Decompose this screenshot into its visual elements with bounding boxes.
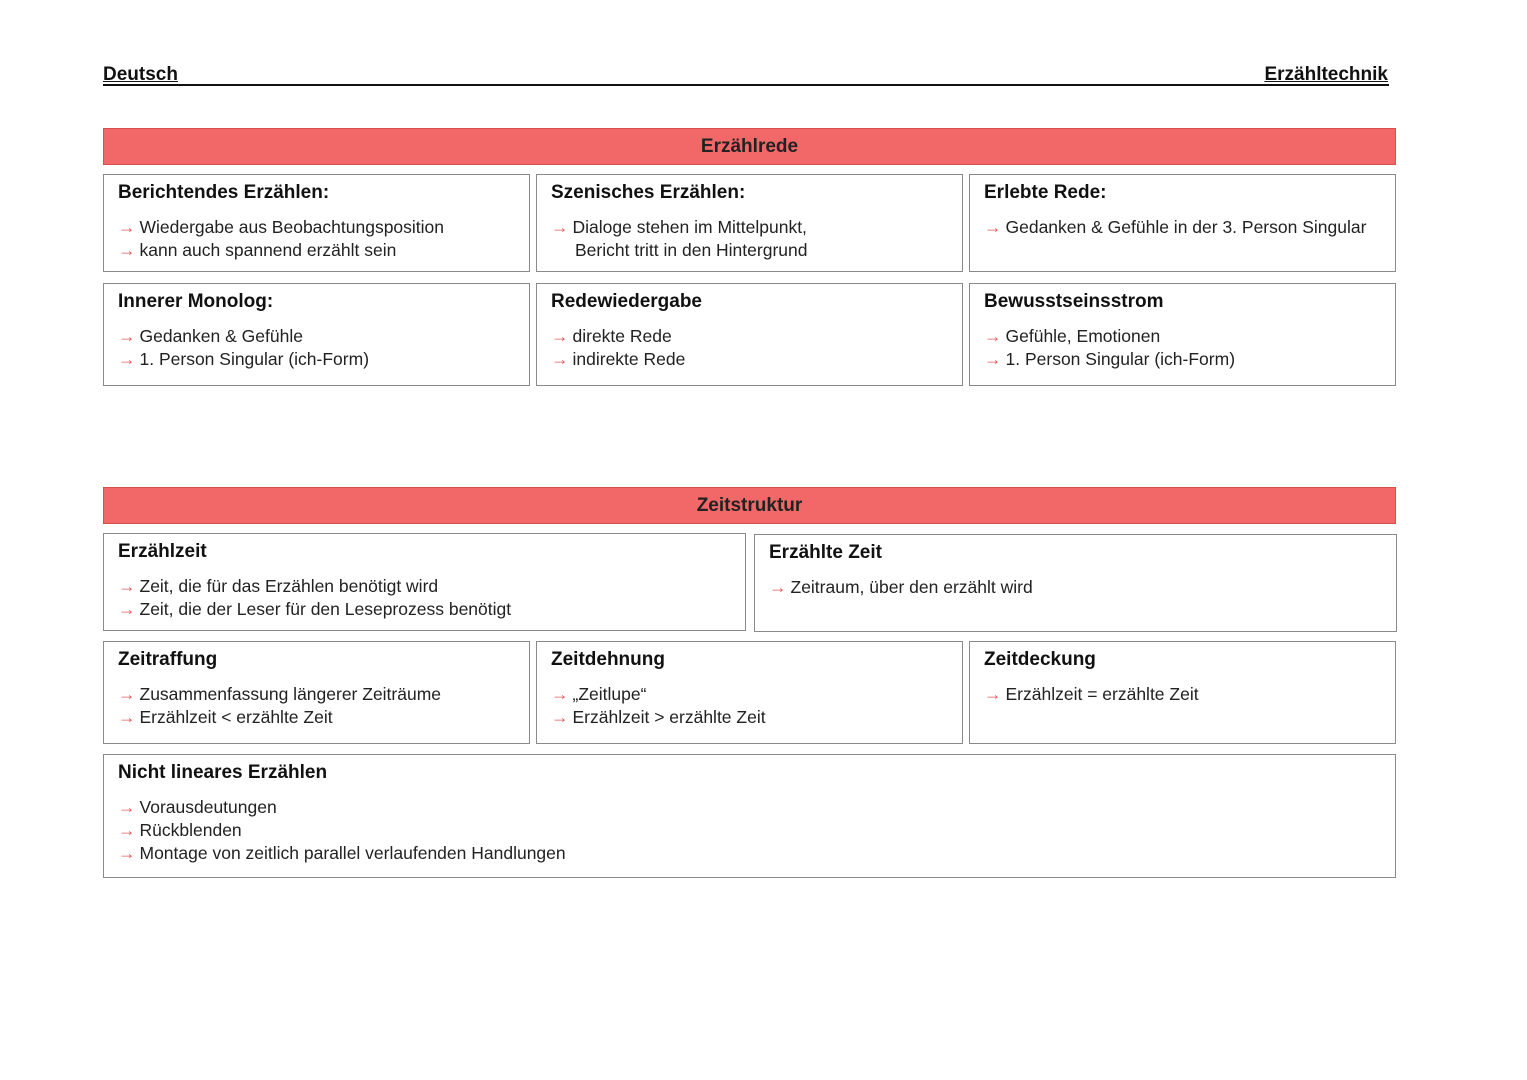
arrow-icon: → [984,217,1002,237]
card-line: → Vorausdeutungen [118,797,277,817]
card-line: → indirekte Rede [551,349,686,369]
card-line: → Erzählzeit < erzählte Zeit [118,707,333,727]
card-zeitraffung [103,641,530,744]
card-berichtendes-erzaehlen [103,174,530,272]
card-line: → Zeit, die für das Erzählen benötigt wird [118,576,439,596]
arrow-icon: → [551,349,569,369]
arrow-icon: → [118,684,136,704]
card-line: → 1. Person Singular (ich-Form) [118,349,370,369]
card-line-continuation: Bericht tritt in den Hintergrund [575,240,808,260]
section-banner-erzaehlrede: Erzählrede [103,128,1396,165]
section-banner-zeitstruktur: Zeitstruktur [103,487,1396,524]
card-line: → Gefühle, Emotionen [984,326,1161,346]
card-title: Berichtendes Erzählen: [118,182,330,203]
card-zeitdeckung [969,641,1396,744]
card-line: → Gedanken & Gefühle [118,326,303,346]
arrow-icon: → [118,843,136,863]
card-innerer-monolog [103,283,530,386]
card-line: → Zeit, die der Leser für den Leseprozess benötigt [118,599,512,619]
card-line: → 1. Person Singular (ich-Form) [984,349,1236,369]
arrow-icon: → [551,217,569,237]
card-line: → Montage von zeitlich parallel verlaufenden Handlungen [118,843,566,863]
arrow-icon: → [118,240,136,260]
arrow-icon: → [551,326,569,346]
card-szenisches-erzaehlen [536,174,963,272]
card-title: Zeitdehnung [551,649,665,670]
card-line: → Wiedergabe aus Beobachtungsposition [118,217,445,237]
topic-label: Erzähltechnik [1264,64,1388,85]
card-line: → „Zeitlupe“ [551,684,647,704]
card-title: Erzählzeit [118,541,207,562]
arrow-icon: → [984,684,1002,704]
arrow-icon: → [118,217,136,237]
card-line: → Gedanken & Gefühle in der 3. Person Singular [984,217,1367,237]
arrow-icon: → [984,349,1002,369]
header-divider [103,84,1389,86]
arrow-icon: → [769,577,787,597]
arrow-icon: → [984,326,1002,346]
arrow-icon: → [118,326,136,346]
card-title: Zeitdeckung [984,649,1096,670]
card-erlebte-rede [969,174,1396,272]
card-line: → Dialoge stehen im Mittelpunkt, [551,217,807,237]
card-line: → kann auch spannend erzählt sein [118,240,397,260]
arrow-icon: → [551,684,569,704]
arrow-icon: → [118,599,136,619]
card-line: → Zusammenfassung längerer Zeiträume [118,684,442,704]
card-title: Innerer Monolog: [118,291,274,312]
card-zeitdehnung [536,641,963,744]
card-title: Zeitraffung [118,649,218,670]
card-title: Szenisches Erzählen: [551,182,746,203]
card-redewiedergabe [536,283,963,386]
card-line: → Erzählzeit = erzählte Zeit [984,684,1199,704]
arrow-icon: → [551,707,569,727]
arrow-icon: → [118,820,136,840]
subject-label: Deutsch [103,64,178,85]
card-line: → Erzählzeit > erzählte Zeit [551,707,766,727]
card-title: Erzählte Zeit [769,542,882,563]
card-title: Redewiedergabe [551,291,702,312]
card-title: Erlebte Rede: [984,182,1107,203]
card-line: → Zeitraum, über den erzählt wird [769,577,1033,597]
card-title: Bewusstseinsstrom [984,291,1164,312]
arrow-icon: → [118,797,136,817]
arrow-icon: → [118,707,136,727]
card-title: Nicht lineares Erzählen [118,762,328,783]
card-erzaehlte-zeit [754,534,1397,632]
card-line: → Rückblenden [118,820,242,840]
arrow-icon: → [118,576,136,596]
card-erzaehlzeit [103,533,746,631]
arrow-icon: → [118,349,136,369]
card-bewusstseinsstrom [969,283,1396,386]
card-line: → direkte Rede [551,326,672,346]
card-nicht-lineares-erzaehlen [103,754,1396,878]
